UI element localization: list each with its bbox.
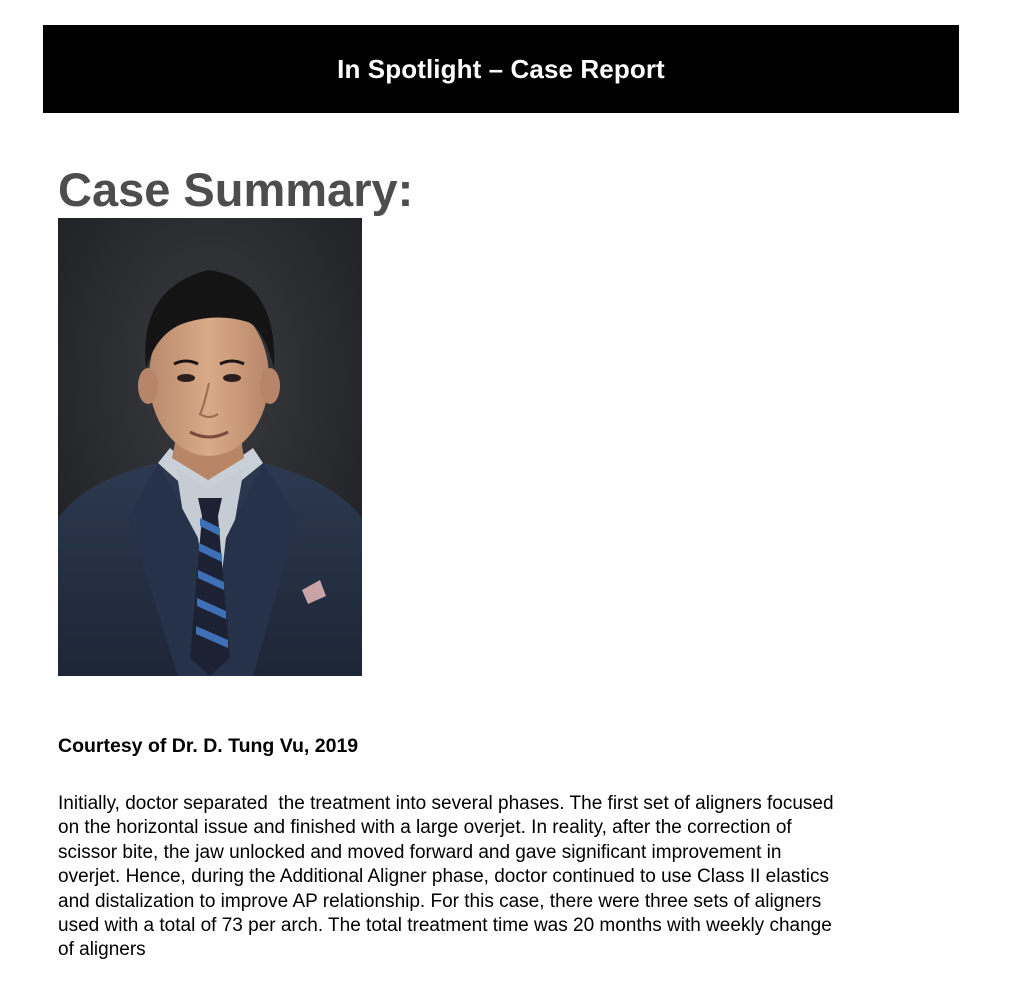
body-line: scissor bite, the jaw unlocked and moved forward and gave significant improvement in bbox=[58, 841, 782, 863]
page-heading: Case Summary: bbox=[58, 163, 414, 216]
body-line: overjet. Hence, during the Additional Aligner phase, doctor continued to use Class II elastics bbox=[58, 866, 830, 888]
body-line: Initially, doctor separated the treatment into several phases. The first set of aligners focused bbox=[58, 793, 834, 814]
body-line: on the horizontal issue and finished with a large overjet. In reality, after the correction of bbox=[58, 817, 792, 839]
case-summary-text bbox=[58, 792, 958, 963]
body-line: and distalization to improve AP relationship. For this case, there were three sets of aligners bbox=[58, 890, 822, 912]
photo-courtesy: Courtesy of Dr. D. Tung Vu, 2019 bbox=[58, 735, 359, 757]
body-line: used with a total of 73 per arch. The total treatment time was 20 months with weekly change bbox=[58, 915, 832, 937]
doctor-portrait-photo bbox=[58, 218, 362, 676]
header-banner bbox=[43, 25, 959, 113]
portrait-illustration bbox=[58, 218, 362, 676]
banner-title: In Spotlight – Case Report bbox=[337, 53, 665, 84]
body-line: of aligners bbox=[58, 939, 146, 961]
